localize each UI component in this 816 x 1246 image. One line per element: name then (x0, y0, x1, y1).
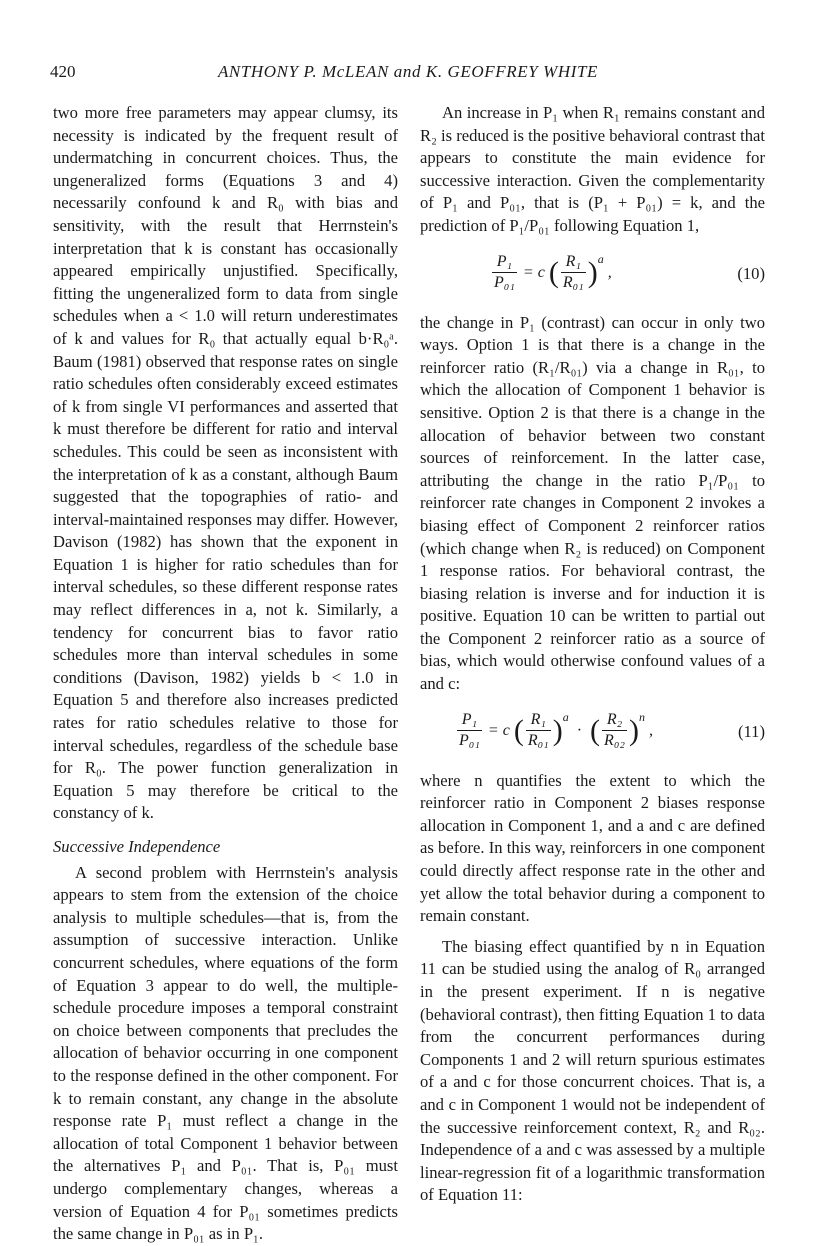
eq11-lhs-fraction: $\frac{\text{P₁}}{\text{P₀₁}}$ (459, 711, 480, 750)
paragraph: The biasing effect quantified by n in Equation 11 can be studied using the analog of R₀ arranged in the present experiment. If n is negative (behavioral contrast), then fitting Equation 1 to data from the concurrent performances during Components 1 and 2 will return spurious estimates of a and c for those concurrent choices. That is, a and c in Component 1 would not be independent of the successive reinforcement context, R₂ and R₀₂. Independence of a and c was assessed by a multiple linear-regression fit of a logarithmic transformation of Equation 11: (420, 936, 765, 1205)
equation-number: (11) (737, 721, 765, 741)
paragraph: An increase in P₁ when R₁ remains constant and R₂ is reduced is the positive behavioral contrast that appears to constitute the main evidence for successive interaction. Given the complementarity of P₁ and P₀₁, that is (P₁ + P₀₁) = k, and the prediction of P₁/P₀₁ following Equation 1, (420, 103, 765, 235)
paragraph: two more free parameters may appear clumsy, its necessity is indicated by the frequent result of undermatching in concurrent choices. Thus, the ungeneralized forms (Equations 3 and 4) necessarily confound k and R₀ with bias and sensitivity, with the result that Herrnstein's interpretation that k is constant has occasionally appeared empirically unjustified. Specifically, fitting the ungeneralized form to data from single schedules when a < 1.0 will return underestimates of k and values for R₀ that actually equal b·R₀ᵃ. Baum (1981) observed that response rates on single ratio schedules often considerably exceed estimates of k from single VI performances and asserted that k must therefore be different for ratio and interval schedules. This could be seen as inconsistent with the interpretation of k as a constant, although Baum suggested that the topographies of ratio- and interval-maintained responses may differ. However, Davison (1982) has shown that the exponent in Equation 1 is higher for ratio schedules than for interval schedules, so these different response rates may reflect differences in a, not k. Similarly, a tendency for concurrent bias to favor ratio schedules more than interval schedules in some conditions (Davison, 1982) yields b < 1.0 in Equation 5 and therefore also increases predicted rates for ratio schedules relative to those for interval schedules, regardless of the schedule base for R₀. The power function generalization in Equation 5 may therefore be critical to the constancy of k. (53, 103, 398, 823)
equation-10: $\frac{\text{P₁}}{\text{P₀₁}}$ = c ( $\frac{\text{R₁}}{\text{R₀₁}}$ )$^a$ , (10) (494, 251, 765, 292)
equation-11: $\frac{\text{P₁}}{\text{P₀₁}}$ = c ( $\frac{\text{R₁}}{\text{R₀₁}}$ )$^a$ · ( $\frac{\text{R₂}}{\text{R₀₂}}$ )$^n$ , (11) (459, 709, 765, 750)
equation-number: (10) (737, 263, 765, 283)
left-column (53, 102, 398, 1246)
eq11-rhs-fraction-1: $\frac{\text{R₁}}{\text{R₀₁}}$ (527, 711, 549, 750)
eq10-lhs-fraction: $\frac{\text{P₁}}{\text{P₀₁}}$ (494, 253, 515, 292)
paragraph: A second problem with Herrnstein's analysis appears to stem from the extension of the choice analysis to multiple schedules—that is, from the assumption of successive interaction. Unlike concurrent schedules, where equations of the form of Equation 3 appear to do well, the multiple-schedule procedure imposes a temporal constraint on choice between components that precludes the allocation of behavior occurring in one component to the response defined in the other component. For k to remain constant, any change in the absolute response rate P₁ must reflect a change in the allocation of total Component 1 behavior between the alternatives P₁ and P₀₁. That is, P₀₁ must undergo complementary changes, whereas a version of Equation 4 for P₀₁ sometimes predicts the same change in P₀₁ as in P₁. (53, 862, 398, 1244)
eq10-rhs-fraction: $\frac{\text{R₁}}{\text{R₀₁}}$ (562, 253, 584, 292)
page-header (50, 62, 766, 86)
paragraph: the change in P₁ (contrast) can occur in only two ways. Option 1 is that there is a change in the reinforcer ratio (R₁/R₀₁) via a change in R₀₁, to which the allocation of Component 1 behavior is sensitive. Option 2 is that there is a change in the allocation of behavior between two constant sources of reinforcement. In the latter case, attributing the change in the ratio P₁/P₀₁ to reinforcer rate changes in Component 2 invokes a biasing effect of Component 2 reinforcer ratios (which change when R₂ is reduced) on Component 1 response ratios. For behavioral contrast, the biasing relation is inverse and for induction it is positive. Equation 10 can be written to partial out the Component 2 reinforcer ratio as a source of bias, which would otherwise confound values of a and c: (420, 312, 765, 694)
right-column (420, 102, 765, 1207)
eq11-rhs-fraction-2: $\frac{\text{R₂}}{\text{R₀₂}}$ (604, 711, 625, 750)
running-title: ANTHONY P. McLEAN and K. GEOFFREY WHITE (217, 62, 599, 81)
paragraph: where n quantifies the extent to which the reinforcer ratio in Component 2 biases response allocation in Component 1, and a and c are defined as before. In this way, reinforcers in one component could directly affect response rate in the other and yet allow the total behavior during a component to remain constant. (420, 770, 765, 926)
page-number: 420 (50, 62, 76, 81)
section-heading: Successive Independence (53, 837, 221, 856)
